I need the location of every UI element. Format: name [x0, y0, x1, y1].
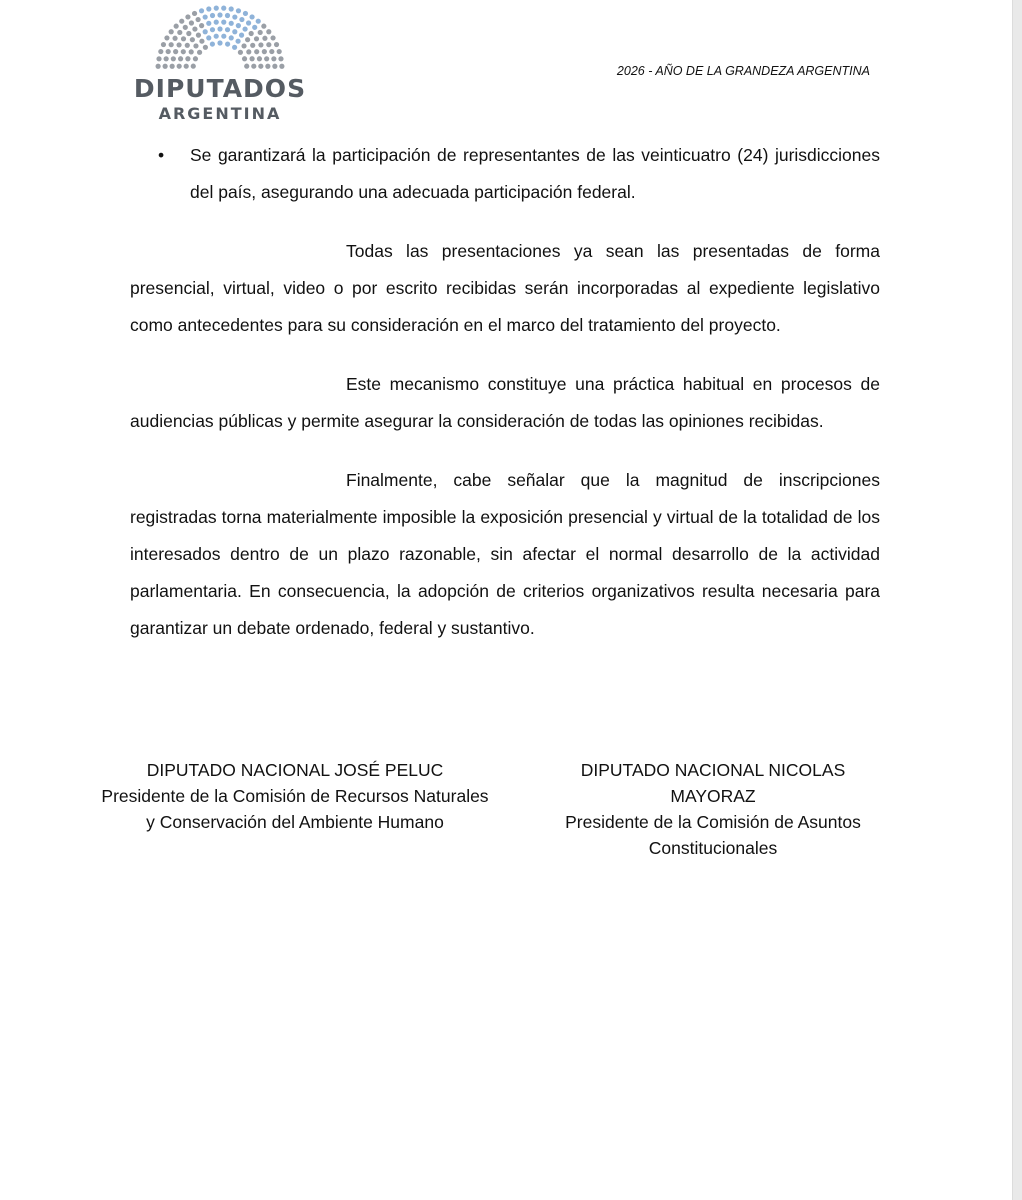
hemicycle-icon — [152, 4, 288, 72]
seat-dot — [210, 41, 215, 46]
signature-role: Presidente de la Comisión de Recursos Naturales — [101, 786, 489, 806]
seat-dot — [274, 42, 279, 47]
seat-dot — [225, 41, 230, 46]
seat-dot — [166, 49, 171, 54]
seat-dot — [256, 19, 261, 24]
seat-dot — [183, 25, 188, 30]
seat-dot — [235, 39, 240, 44]
seat-dot — [169, 29, 174, 34]
seat-dot — [270, 35, 275, 40]
seat-dot — [177, 30, 182, 35]
paragraph: Todas las presentaciones ya sean las presentadas de forma presencial, virtual, video o por escrito recibidas serán incorporadas al expediente legislativo como antecedentes para su consideración en el marco del tratamiento del proyecto. — [130, 241, 880, 335]
seat-dot — [192, 11, 197, 16]
seat-dot — [245, 37, 250, 42]
seat-dot — [173, 49, 178, 54]
seat-dot — [181, 49, 186, 54]
seat-dot — [272, 64, 277, 69]
seat-dot — [249, 56, 254, 61]
seat-dot — [266, 42, 271, 47]
seat-dot — [185, 14, 190, 19]
seat-dot — [161, 42, 166, 47]
seat-dot — [265, 64, 270, 69]
signature-name: DIPUTADO NACIONAL JOSÉ PELUC — [146, 760, 444, 780]
seat-dot — [178, 56, 183, 61]
seat-dot — [266, 29, 271, 34]
seat-dot — [279, 64, 284, 69]
seat-dot — [171, 56, 176, 61]
seat-dot — [174, 24, 179, 29]
seat-dot — [181, 36, 186, 41]
diputados-logo — [130, 4, 320, 126]
logo-title: DIPUTADOS — [133, 74, 307, 103]
seat-dot — [225, 13, 230, 18]
signature-left — [90, 757, 500, 835]
seat-dot — [242, 56, 247, 61]
seat-dot — [214, 6, 219, 11]
seat-dot — [189, 20, 194, 25]
seat-dot — [232, 45, 237, 50]
seat-dot — [258, 42, 263, 47]
seat-dot — [214, 20, 219, 25]
seat-dot — [242, 26, 247, 31]
seat-dot — [249, 14, 254, 19]
seat-dot — [184, 64, 189, 69]
seat-dot — [250, 43, 255, 48]
seat-dot — [254, 49, 259, 54]
seat-dot — [199, 39, 204, 44]
seat-dot — [199, 23, 204, 28]
seat-dot — [229, 21, 234, 26]
seat-dot — [189, 49, 194, 54]
seat-dot — [257, 56, 262, 61]
seat-dot — [169, 42, 174, 47]
seat-dot — [164, 35, 169, 40]
paragraph: Este mecanismo constituye una práctica habitual en procesos de audiencias públicas y permite asegurar la consideración de todas las opiniones recibidas. — [130, 374, 880, 431]
bullet-item — [130, 137, 880, 211]
document-body — [130, 137, 880, 647]
seat-dot — [261, 24, 266, 29]
seat-dot — [190, 37, 195, 42]
seat-dot — [269, 49, 274, 54]
seat-dot — [156, 64, 161, 69]
seat-dot — [203, 14, 208, 19]
seat-dot — [196, 33, 201, 38]
seat-dot — [239, 17, 244, 22]
seat-dot — [191, 64, 196, 69]
seat-dot — [195, 17, 200, 22]
seat-dot — [193, 56, 198, 61]
seat-dot — [278, 56, 283, 61]
seat-dot — [217, 40, 222, 45]
seat-dot — [221, 6, 226, 11]
seat-dot — [271, 56, 276, 61]
seat-dot — [249, 31, 254, 36]
signature-right — [548, 757, 878, 861]
seat-dot — [176, 42, 181, 47]
seat-dot — [238, 50, 243, 55]
seat-dot — [172, 36, 177, 41]
seat-dot — [246, 49, 251, 54]
seat-dot — [203, 29, 208, 34]
logo-subtitle: ARGENTINA — [158, 104, 282, 123]
seat-dot — [236, 8, 241, 13]
seat-dot — [239, 33, 244, 38]
seat-dot — [258, 64, 263, 69]
seat-dot — [229, 35, 234, 40]
seat-dot — [203, 45, 208, 50]
seat-dot — [206, 21, 211, 26]
seat-dot — [214, 34, 219, 39]
seat-dot — [262, 49, 267, 54]
paragraph: Finalmente, cabe señalar que la magnitud de inscripciones registradas torna materialmente imposible la exposición presencial y virtual de la totalidad de los interesados dentro de un plazo razonable, sin afectar el normal desarrollo de la actividad parlamentaria. En consecuencia, la adopción de criterios organizativos resulta necesaria para garantizar un debate ordenado, federal y sustantivo. — [130, 470, 880, 638]
seat-dot — [221, 34, 226, 39]
seat-dot — [251, 64, 256, 69]
seat-dot — [232, 29, 237, 34]
seat-dot — [210, 13, 215, 18]
seat-dot — [221, 20, 226, 25]
year-motto: 2026 - AÑO DE LA GRANDEZA ARGENTINA — [616, 64, 870, 78]
signature-role: Constitucionales — [648, 838, 778, 858]
seat-dot — [258, 30, 263, 35]
seat-dot — [264, 56, 269, 61]
seat-dot — [179, 19, 184, 24]
bullet-text: Se garantizará la participación de representantes de las veinticuatro (24) jurisdicciones del país, asegurando una adecuada participación federal. — [190, 145, 880, 202]
seat-dot — [217, 26, 222, 31]
signature-role: Presidente de la Comisión de Asuntos — [565, 812, 861, 832]
seat-dot — [262, 36, 267, 41]
seat-dot — [229, 6, 234, 11]
seat-dot — [232, 14, 237, 19]
seat-dot — [225, 27, 230, 32]
seat-dot — [185, 43, 190, 48]
seat-dot — [170, 64, 175, 69]
bullet-icon: • — [158, 145, 165, 165]
seat-dot — [199, 8, 204, 13]
seat-dot — [177, 64, 182, 69]
seat-dot — [164, 56, 169, 61]
seat-dot — [254, 36, 259, 41]
seat-dot — [217, 12, 222, 17]
seat-dot — [206, 35, 211, 40]
seat-dot — [193, 43, 198, 48]
seat-dot — [241, 43, 246, 48]
seat-dot — [186, 31, 191, 36]
seat-dot — [210, 27, 215, 32]
seat-dot — [156, 56, 161, 61]
seat-dot — [236, 23, 241, 28]
seat-dot — [246, 20, 251, 25]
seat-dot — [163, 64, 168, 69]
seat-dot — [243, 11, 248, 16]
signature-role: y Conservación del Ambiente Humano — [146, 812, 444, 832]
signature-name: DIPUTADO NACIONAL NICOLAS MAYORAZ — [580, 760, 846, 806]
seat-dot — [192, 26, 197, 31]
seat-dot — [197, 50, 202, 55]
seat-dot — [158, 49, 163, 54]
seat-dot — [252, 25, 257, 30]
seat-dot — [185, 56, 190, 61]
seat-dot — [277, 49, 282, 54]
seat-dot — [206, 6, 211, 11]
seat-dot — [244, 64, 249, 69]
